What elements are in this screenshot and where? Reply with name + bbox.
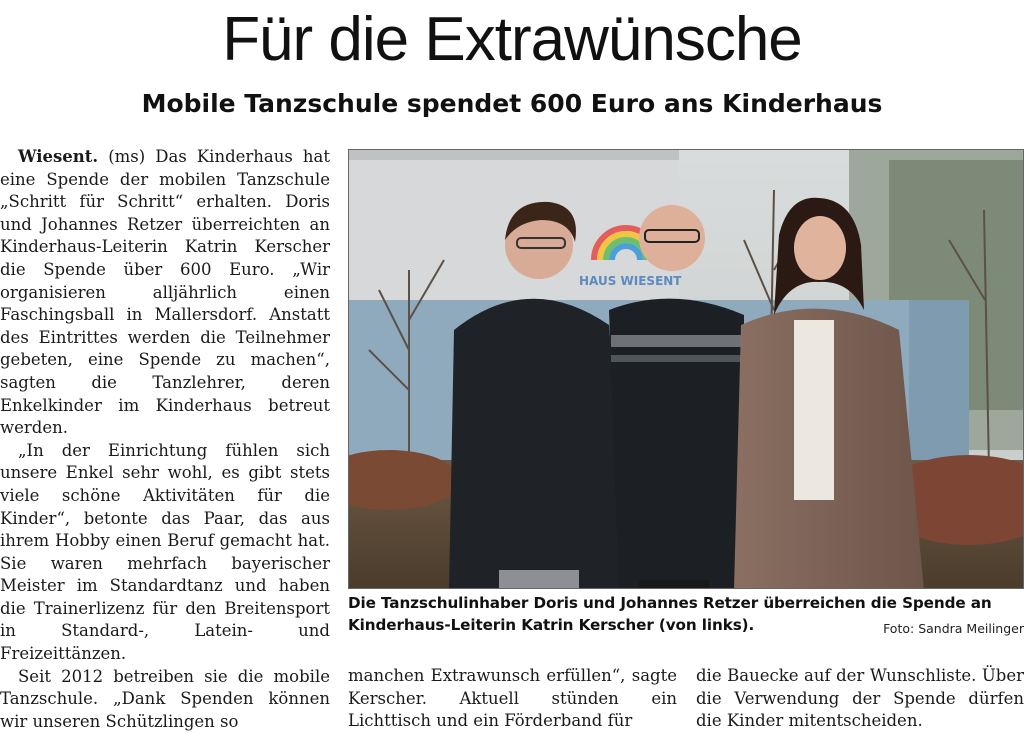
article-photo [348, 149, 1024, 589]
building-sign-text: HAUS WIESENT [579, 274, 682, 288]
photo-illustration [349, 150, 1024, 589]
photo-caption: Die Tanzschulinhaber Doris und Johannes Retzer überreichen die Spende an Kinderhaus-Leiterin Katrin Kerscher (von links). [348, 594, 992, 634]
article-subheadline: Mobile Tanzschule spendet 600 Euro ans Kinderhaus [141, 89, 883, 118]
paragraph-2: „In der Einrichtung fühlen sich unsere Enkel sehr wohl, es gibt stets viele schöne Aktivitäten für die Kinder“, betonte das Paar, das aus ihrem Hobby einen Beruf gemacht hat. Sie waren mehrfach bayerischer Meister im Standardtanz und haben die Trainerlizenz für den Breitensport in Standard-, Latein- und Freizeittänzen. [0, 440, 330, 664]
paragraph-1 [0, 146, 330, 440]
paragraph-1-text: (ms) Das Kinderhaus hat eine Spende der mobilen Tanzschule „Schritt für Schritt“ erhalten. Doris und Johannes Retzer überreichten an Kinderhaus-Leiterin Katrin Kerscher die Spende über 600 Euro. „Wir organisieren alljährlich einen Faschingsball in Mallersdorf. Anstatt des Eintrittes werden die Teilnehmer gebeten, eine Spende zu machen“, sagten die Tanzlehrer, deren Enkelkinder im Kinderhaus betreut werden. [0, 147, 330, 438]
article-column-1 [0, 146, 330, 733]
column-3-text: die Bauecke auf der Wunschliste. Über die Verwendung der Spende dürfen die Kinder mitentscheiden. [696, 666, 1024, 731]
dateline: Wiesent. [18, 147, 99, 166]
column-2-text: manchen Extrawunsch erfüllen“, sagte Kerscher. Aktuell stünden ein Lichttisch und ein Förderband für [348, 666, 677, 731]
article-headline: Für die Extrawünsche [222, 5, 802, 74]
article-column-3 [696, 665, 1024, 733]
article-column-2 [348, 665, 677, 733]
paragraph-3: Seit 2012 betreiben sie die mobile Tanzschule. „Dank Spenden können wir unseren Schützlingen so [0, 666, 330, 731]
photo-credit: Foto: Sandra Meilinger [883, 621, 1024, 636]
